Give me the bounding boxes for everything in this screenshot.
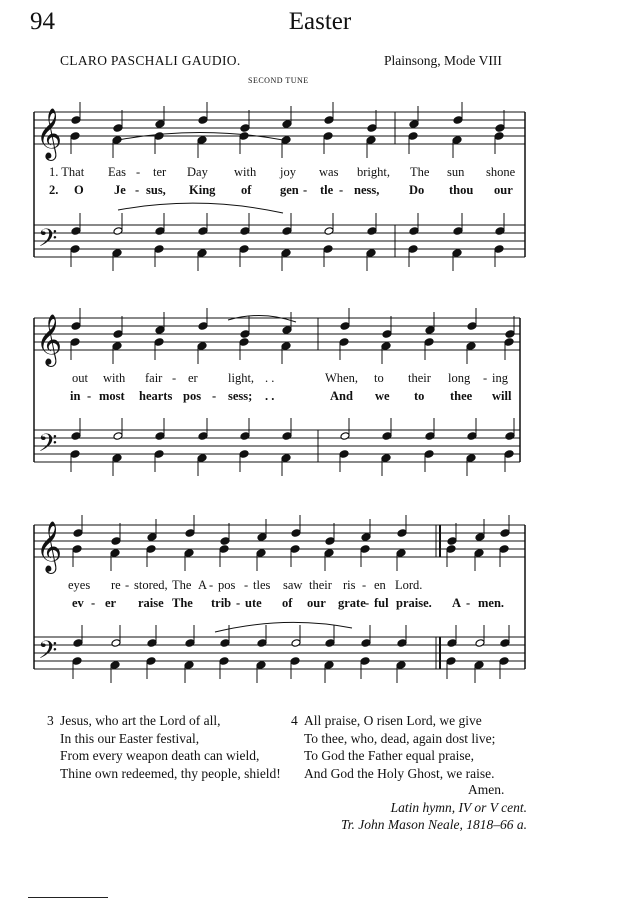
svg-text:𝄢: 𝄢 [38,429,58,464]
tune-source: Plainsong, Mode VIII [384,53,502,68]
amen: Amen. [468,782,505,797]
system-2-verse-1: out with fair - er light, . . When, to their long - ing [72,371,508,385]
system-1-verse-1: 1. That Eas - ter Day with joy was bright, The sun shone [49,165,516,179]
page-title: Easter [288,8,352,35]
system-1-verse-2: 2. O Je - sus, King of gen - tle - ness, Do thou our [49,183,513,197]
svg-text:𝄞: 𝄞 [36,314,63,365]
svg-text:𝄢: 𝄢 [38,636,58,671]
page-number: 94 [30,8,55,35]
source-credit: Latin hymn, IV or V cent. [390,800,527,815]
tune-label: SECOND TUNE [248,76,309,85]
svg-text:𝄢: 𝄢 [38,224,58,259]
tune-name: CLARO PASCHALI GAUDIO. [60,53,241,68]
system-2-verse-2: in - most hearts pos - sess; . . And we to thee will [70,389,512,403]
svg-text:𝄞: 𝄞 [36,521,63,572]
translator-credit: Tr. John Mason Neale, 1818–66 a. [340,817,527,832]
svg-text:𝄞: 𝄞 [36,108,63,159]
system-3-verse-1: eyes re - stored, The A - pos - tles saw their ris - en Lord. [68,578,423,592]
verse-3: 3 Jesus, who art the Lord of all, In this our Easter festival, From every weapon death can wield, Thine own redeemed, thy people, shield! [47,713,281,781]
system-3-verse-2: ev - er raise The trib - ute of our grate - ful praise. A - men. [72,596,505,610]
bottom-rule [28,897,108,898]
verse-4: 4 All praise, O risen Lord, we give To thee, who, dead, again dost live; To God the Father equal praise, And God the Holy Ghost, we raise. [291,713,496,781]
